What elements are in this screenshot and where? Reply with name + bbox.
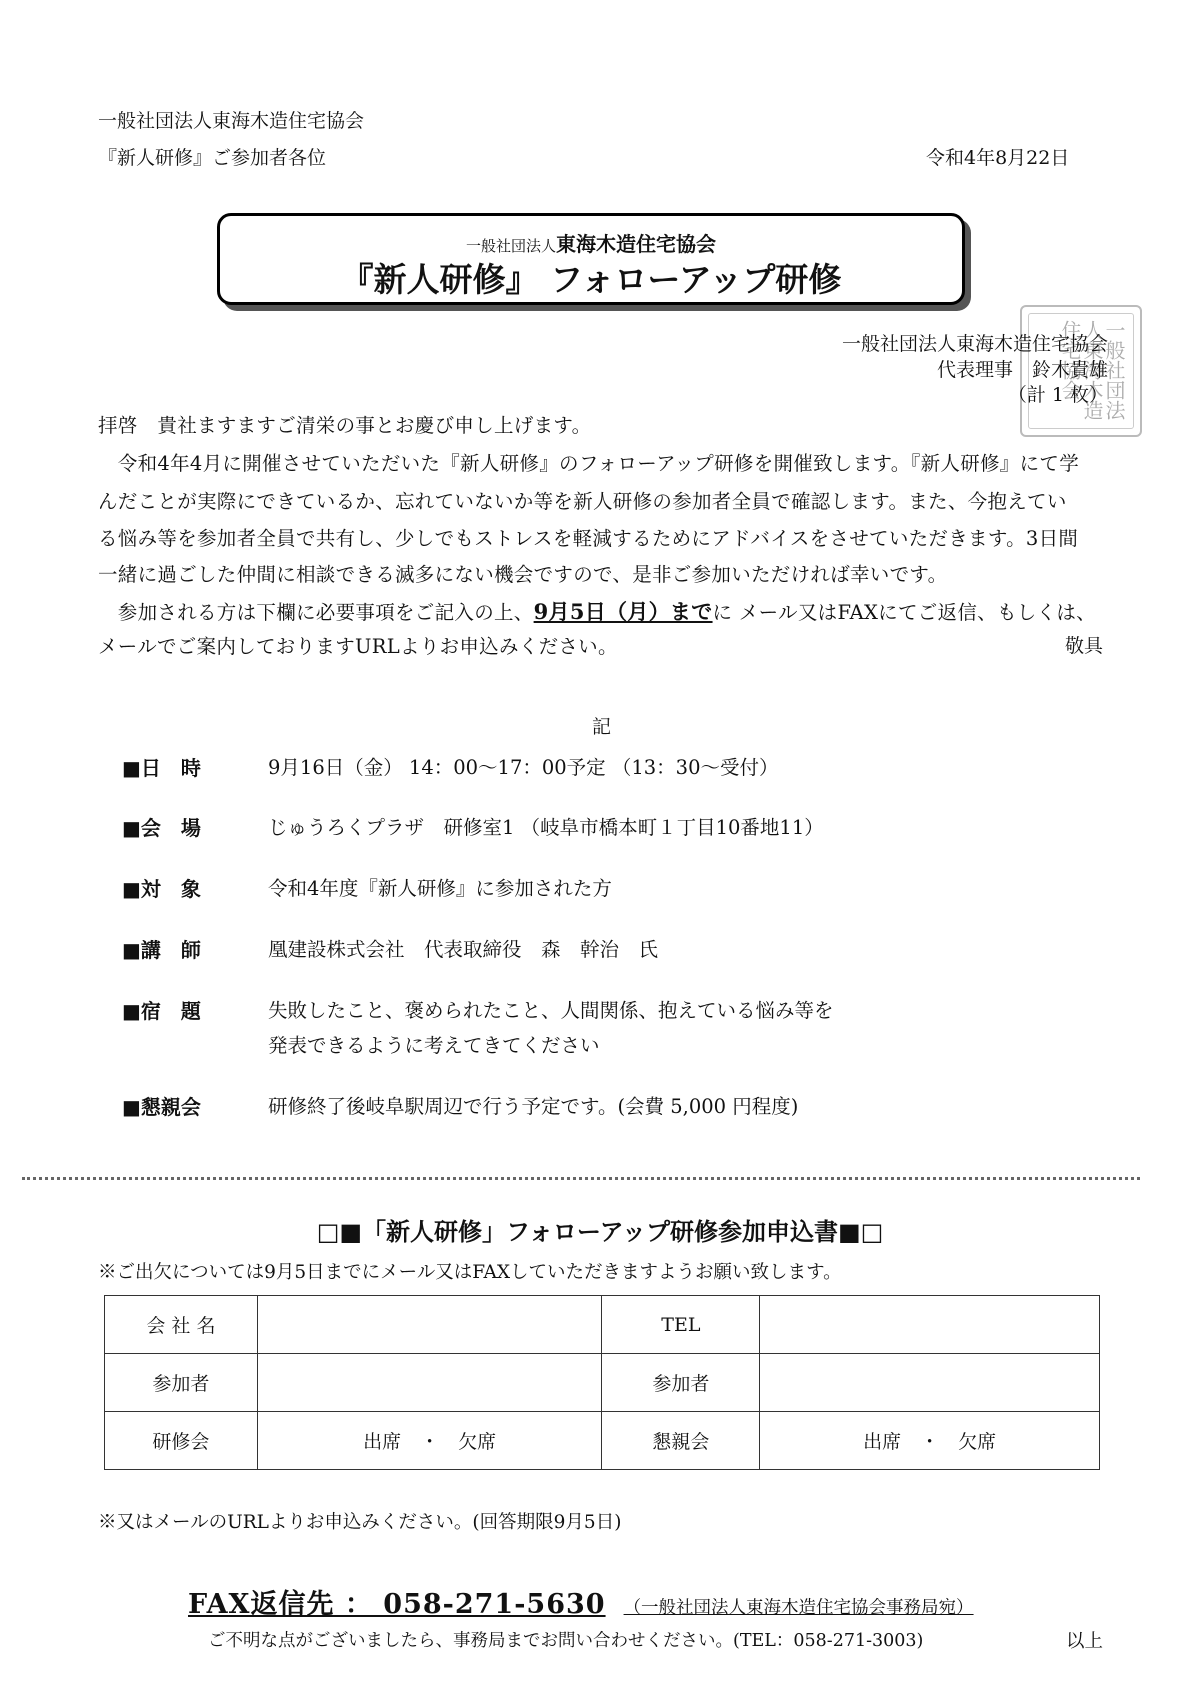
addressee: 『新人研修』ご参加者各位 (98, 147, 327, 169)
form-label: TEL (602, 1296, 760, 1354)
item-value-target: 令和4年度『新人研修』に参加された方 (268, 877, 612, 900)
tel-field[interactable] (760, 1296, 1100, 1354)
closing: 敬具 (1065, 635, 1104, 657)
company-name-field[interactable] (257, 1296, 602, 1354)
fax-recipient: （一般社団法人東海木造住宅協会事務局宛） (623, 1598, 974, 1618)
fax-line (188, 1582, 974, 1621)
deadline: 9月5日（月）まで (533, 599, 713, 624)
title-box (217, 213, 965, 305)
form-label: 参加者 (602, 1354, 760, 1412)
table-row (105, 1354, 1100, 1412)
body-line: んだことが実際にできているか、忘れていないか等を新人研修の参加者全員で確認します。また、今抱えてい (98, 490, 1067, 513)
sender-representative: 代表理事 鈴木貴雄 (936, 359, 1108, 381)
end-mark: 以上 (1066, 1631, 1104, 1652)
table-row (105, 1412, 1100, 1470)
body-line: 令和4年4月に開催させていただいた『新人研修』のフォローアップ研修を開催致します。『新人研修』にて学 (98, 452, 1079, 475)
body-line: 参加される方は下欄に必要事項をご記入の上、9月5日（月）までに メール又はFAXにてご返信、もしくは、 (98, 599, 1096, 624)
form-label: 研修会 (105, 1412, 258, 1470)
cut-line-divider (22, 1177, 1140, 1180)
item-value-venue: じゅうろくプラザ 研修室1 （岐阜市橋本町１丁目10番地11） (268, 816, 824, 839)
form-title: □■「新人研修」フォローアップ研修参加申込書■□ (316, 1217, 884, 1246)
item-label-party: ■懇親会 (122, 1095, 201, 1119)
body-line: メールでご案内しておりますURLよりお申込みください。 (98, 635, 618, 658)
greeting: 拝啓 貴社ますますご清栄の事とお慶び申し上げます。 (98, 414, 592, 437)
form-label: 参加者 (105, 1354, 258, 1412)
ki-heading: 記 (592, 716, 612, 738)
party-attendance-field[interactable]: 出席 ・ 欠席 (760, 1412, 1100, 1470)
item-value-homework: 失敗したこと、褒められたこと、人間関係、抱えている悩み等を (268, 999, 834, 1022)
document-title: 『新人研修』 フォローアップ研修 (340, 260, 842, 299)
form-label: 懇親会 (602, 1412, 760, 1470)
item-value-datetime: 9月16日（金） 14：00～17：00予定 （13：30～受付） (268, 756, 779, 779)
contact-line: ご不明な点がございましたら、事務局までお問い合わせください。(TEL：058-271-3003) (208, 1631, 924, 1651)
table-row (105, 1296, 1100, 1354)
url-note: ※又はメールのURLよりお申込みください。(回答期限9月5日) (98, 1512, 622, 1533)
participant-field[interactable] (257, 1354, 602, 1412)
sender-org: 一般社団法人東海木造住宅協会 (841, 333, 1108, 355)
item-label-venue: ■会 場 (122, 816, 201, 840)
item-label-lecturer: ■講 師 (122, 938, 201, 962)
header-org: 一般社団法人東海木造住宅協会 (98, 110, 365, 132)
document-date: 令和4年8月22日 (926, 147, 1070, 169)
participant-field-2[interactable] (760, 1354, 1100, 1412)
form-label: 会 社 名 (105, 1296, 258, 1354)
body-line: る悩み等を参加者全員で共有し、少しでもストレスを軽減するためにアドバイスをさせていただきます。3日間 (98, 527, 1079, 550)
form-note: ※ご出欠については9月5日までにメール又はFAXしていただきますようお願い致します。 (98, 1262, 842, 1283)
item-label-target: ■対 象 (122, 877, 201, 901)
item-label-homework: ■宿 題 (122, 999, 201, 1023)
seal-text: 一般社団法人東海木造住宅協会 (1028, 313, 1134, 429)
title-org: 一般社団法人東海木造住宅協会 (465, 232, 716, 256)
training-attendance-field[interactable]: 出席 ・ 欠席 (257, 1412, 602, 1470)
item-label-datetime: ■日 時 (122, 756, 201, 780)
application-form-table (104, 1295, 1100, 1470)
fax-number: FAX返信先 ： 058-271-5630 (188, 1589, 606, 1620)
page-count: （計 1 枚） (1007, 384, 1108, 406)
item-value-homework-2: 発表できるように考えてきてください (268, 1034, 600, 1057)
body-line: 一緒に過ごした仲間に相談できる滅多にない機会ですので、是非ご参加いただければ幸いです。 (98, 563, 948, 586)
item-value-lecturer: 凰建設株式会社 代表取締役 森 幹治 氏 (268, 938, 659, 961)
item-value-party: 研修終了後岐阜駅周辺で行う予定です。(会費 5,000 円程度) (268, 1095, 799, 1118)
